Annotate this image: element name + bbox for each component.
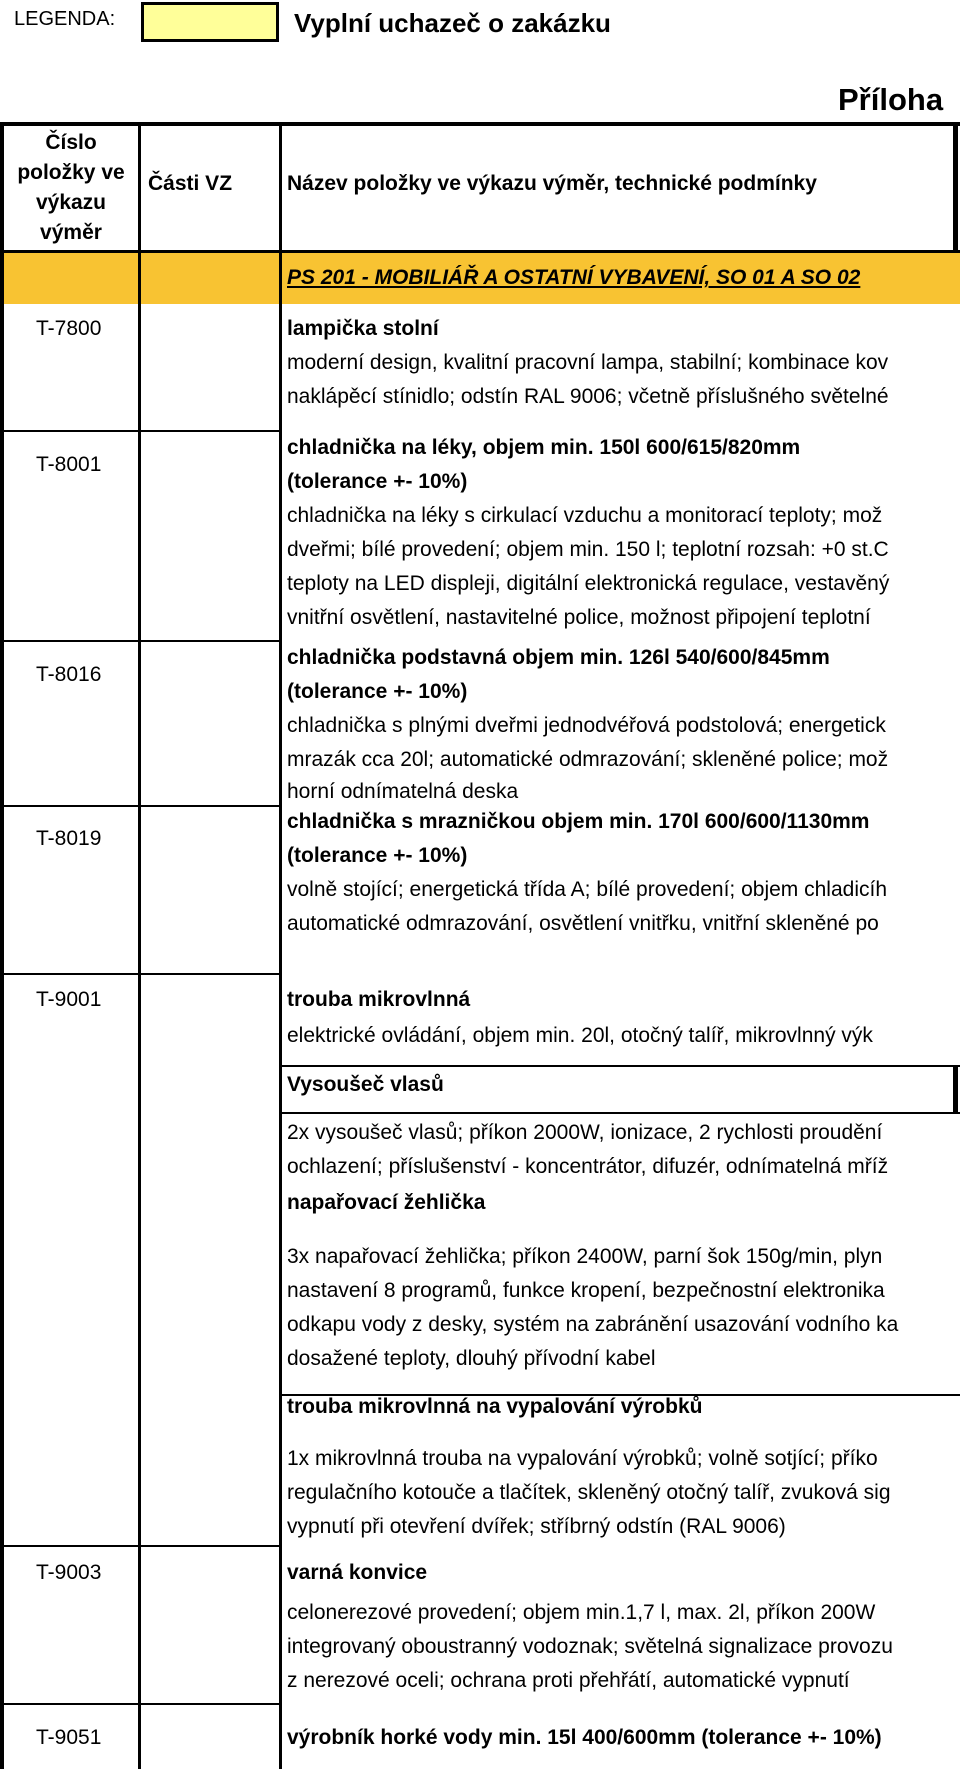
item-description-line: naklápěcí stínidlo; odstín RAL 9006; včetně příslušného světelné: [287, 385, 889, 408]
header-top-border: [0, 122, 960, 126]
item-description-line: 2x vysoušeč vlasů; příkon 2000W, ionizace, 2 rychlosti proudění: [287, 1121, 883, 1144]
row-separator: [0, 1545, 282, 1547]
cell-border: [282, 1112, 960, 1114]
cell-border: [282, 1065, 960, 1067]
item-title: Vysoušeč vlasů: [287, 1073, 444, 1096]
column-header-number-line: položky ve: [17, 161, 125, 184]
item-title: (tolerance +- 10%): [287, 844, 468, 867]
item-description-line: horní odnímatelná deska: [287, 780, 519, 803]
left-border: [0, 122, 4, 1769]
item-description-line: teploty na LED displeji, digitální elektronická regulace, vestavěný: [287, 572, 890, 595]
column-header-number-line: Číslo: [45, 131, 97, 154]
item-code: T-9001: [36, 988, 102, 1011]
column-header-number-line: výměr: [40, 221, 102, 244]
item-code: T-9003: [36, 1561, 102, 1584]
item-description-line: 3x napařovací žehlička; příkon 2400W, parní šok 150g/min, plyn: [287, 1245, 883, 1268]
cell-border: [953, 1065, 958, 1114]
item-code: T-7800: [36, 317, 102, 340]
item-title: chladnička s mrazničkou objem min. 170l 600/600/1130mm: [287, 810, 870, 833]
row-separator: [0, 430, 282, 432]
item-description-line: vnitřní osvětlení, nastavitelné police, možnost připojení teplotní: [287, 606, 871, 629]
column-header-number: [4, 128, 138, 248]
item-description-line: regulačního kotouče a tlačítek, skleněný otočný talíř, zvuková sig: [287, 1481, 891, 1504]
item-description-line: automatické odmrazování, osvětlení vnitřku, vnitřní skleněné po: [287, 912, 879, 935]
row-separator: [0, 640, 282, 642]
item-title: trouba mikrovlnná: [287, 988, 471, 1011]
column-header-parts: Části VZ: [148, 172, 233, 195]
item-description-line: integrovaný oboustranný vodoznak; světelná signalizace provozu: [287, 1635, 893, 1658]
item-description-line: moderní design, kvalitní pracovní lampa, stabilní; kombinace kov: [287, 351, 889, 374]
item-code: T-8016: [36, 663, 102, 686]
row-separator: [0, 1703, 282, 1705]
item-description-line: vypnutí při otevření dvířek; stříbrný odstín (RAL 9006): [287, 1515, 786, 1538]
item-code: T-8001: [36, 453, 102, 476]
item-description-line: 1x mikrovlnná trouba na vypalování výrobků; volně sotjící; příko: [287, 1447, 878, 1470]
item-description-line: z nerezové oceli; ochrana proti přehřátí, automatické vypnutí: [287, 1669, 850, 1692]
item-title: (tolerance +- 10%): [287, 680, 468, 703]
item-title: výrobník horké vody min. 15l 400/600mm (tolerance +- 10%): [287, 1726, 882, 1749]
row-separator: [0, 805, 282, 807]
row-separator: [0, 973, 282, 975]
item-title: trouba mikrovlnná na vypalování výrobků: [287, 1395, 703, 1418]
legend-text: Vyplní uchazeč o zakázku: [294, 8, 611, 38]
item-description-line: dosažené teploty, dlouhý přívodní kabel: [287, 1347, 656, 1370]
item-description-line: chladnička s plnými dveřmi jednodvéřová podstolová; energetick: [287, 714, 886, 737]
item-title: varná konvice: [287, 1561, 428, 1584]
item-description-line: odkapu vody z desky, systém na zabránění usazování vodního ka: [287, 1313, 899, 1336]
item-description-line: mrazák cca 20l; automatické odmrazování; skleněné police; mož: [287, 748, 889, 771]
item-code: T-9051: [36, 1726, 102, 1749]
section-title: PS 201 - MOBILIÁŘ A OSTATNÍ VYBAVENÍ, SO 01 A SO 02: [287, 266, 861, 289]
item-description-line: volně stojící; energetická třída A; bílé provedení; objem chladicíh: [287, 878, 888, 901]
item-title: (tolerance +- 10%): [287, 470, 468, 493]
item-title: chladnička na léky, objem min. 150l 600/615/820mm: [287, 436, 801, 459]
item-description-line: celonerezové provedení; objem min.1,7 l, max. 2l, příkon 200W: [287, 1601, 876, 1624]
item-description-line: nastavení 8 programů, funkce kropení, bezpečnostní elektronika: [287, 1279, 885, 1302]
item-title: chladnička podstavná objem min. 126l 540/600/845mm: [287, 646, 830, 669]
item-title: lampička stolní: [287, 317, 439, 340]
column-header-name: Název položky ve výkazu výměr, technické podmínky: [287, 172, 817, 195]
legend-label: LEGENDA:: [14, 8, 116, 30]
attachment-heading: Příloha: [838, 82, 944, 117]
item-description-line: chladnička na léky s cirkulací vzduchu a monitorací teploty; mož: [287, 504, 883, 527]
column-header-number-line: výkazu: [35, 191, 107, 214]
header-right-border: [953, 122, 958, 253]
legend-swatch: [141, 2, 279, 42]
item-description-line: dveřmi; bílé provedení; objem min. 150 l; teplotní rozsah: +0 st.C: [287, 538, 889, 561]
item-description-line: elektrické ovládání, objem min. 20l, otočný talíř, mikrovlnný výk: [287, 1024, 873, 1047]
item-code: T-8019: [36, 827, 102, 850]
column-divider-2: [279, 122, 282, 1769]
item-title: napařovací žehlička: [287, 1191, 486, 1214]
column-divider-1: [138, 122, 141, 1769]
item-description-line: ochlazení; příslušenství - koncentrátor, difuzér, odnímatelná mříž: [287, 1155, 889, 1178]
